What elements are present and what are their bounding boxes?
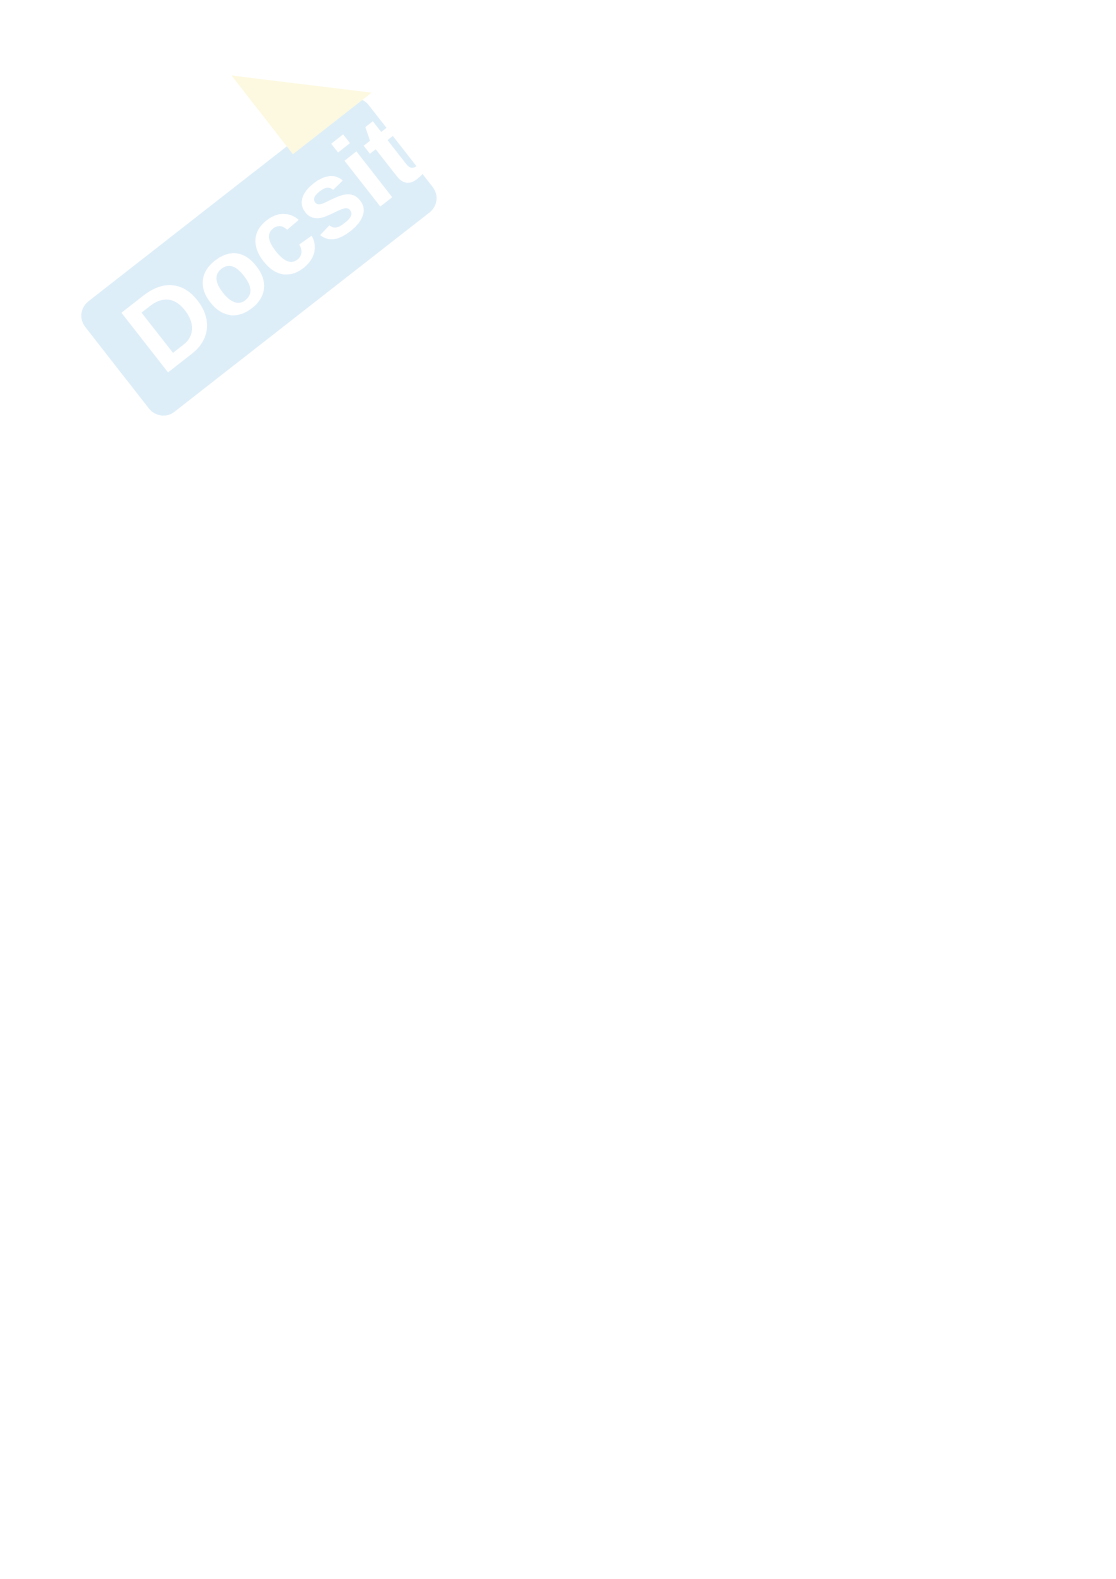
- svg-text:Docsity: Docsity: [101, 54, 490, 396]
- docsity-watermark-logo: [20, 40, 490, 480]
- document-page: [124, 127, 984, 183]
